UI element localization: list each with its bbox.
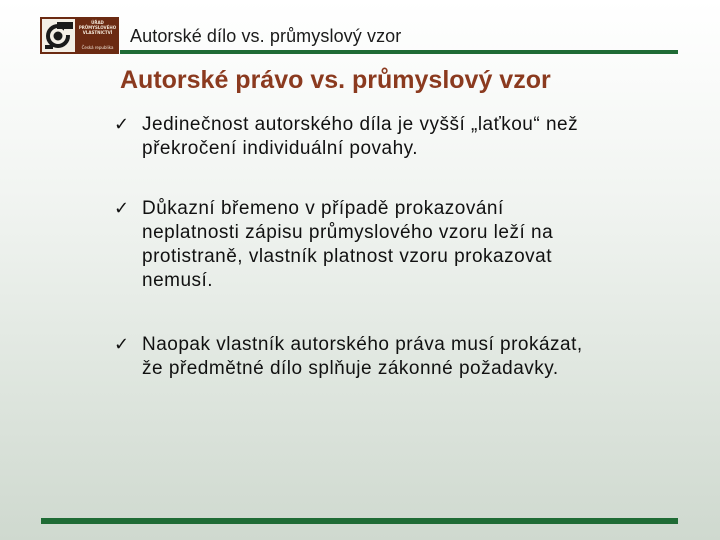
header-divider (120, 50, 678, 54)
logo-country: Česká republika (81, 45, 114, 50)
bullet-text: Naopak vlastník autorského práva musí prokázat, že předmětné dílo splňuje zákonné požadavky. (142, 334, 583, 379)
logo-org-name: ÚŘAD PRŮMYSLOVÉHO VLASTNICTVÍ (78, 20, 117, 35)
bullet-text: Jedinečnost autorského díla je vyšší „laťkou“ než překročení individuální povahy. (142, 114, 579, 159)
checkmark-icon: ✓ (114, 198, 130, 219)
logo-emblem-icon (42, 19, 75, 52)
bullet-item (114, 333, 684, 383)
header-title: Autorské dílo vs. průmyslový vzor (130, 26, 402, 46)
checkmark-icon: ✓ (114, 114, 130, 135)
bullet-item (114, 197, 684, 297)
footer-divider (41, 518, 678, 524)
upv-logo (40, 17, 119, 54)
slide-heading: Autorské právo vs. průmyslový vzor (120, 66, 551, 94)
bullet-text: Důkazní břemeno v případě prokazování neplatnosti zápisu průmyslového vzoru leží na protistraně, vlastník platnost vzoru prokazovat nemusí. (142, 198, 554, 291)
bullet-item (114, 113, 684, 163)
checkmark-icon: ✓ (114, 334, 130, 355)
